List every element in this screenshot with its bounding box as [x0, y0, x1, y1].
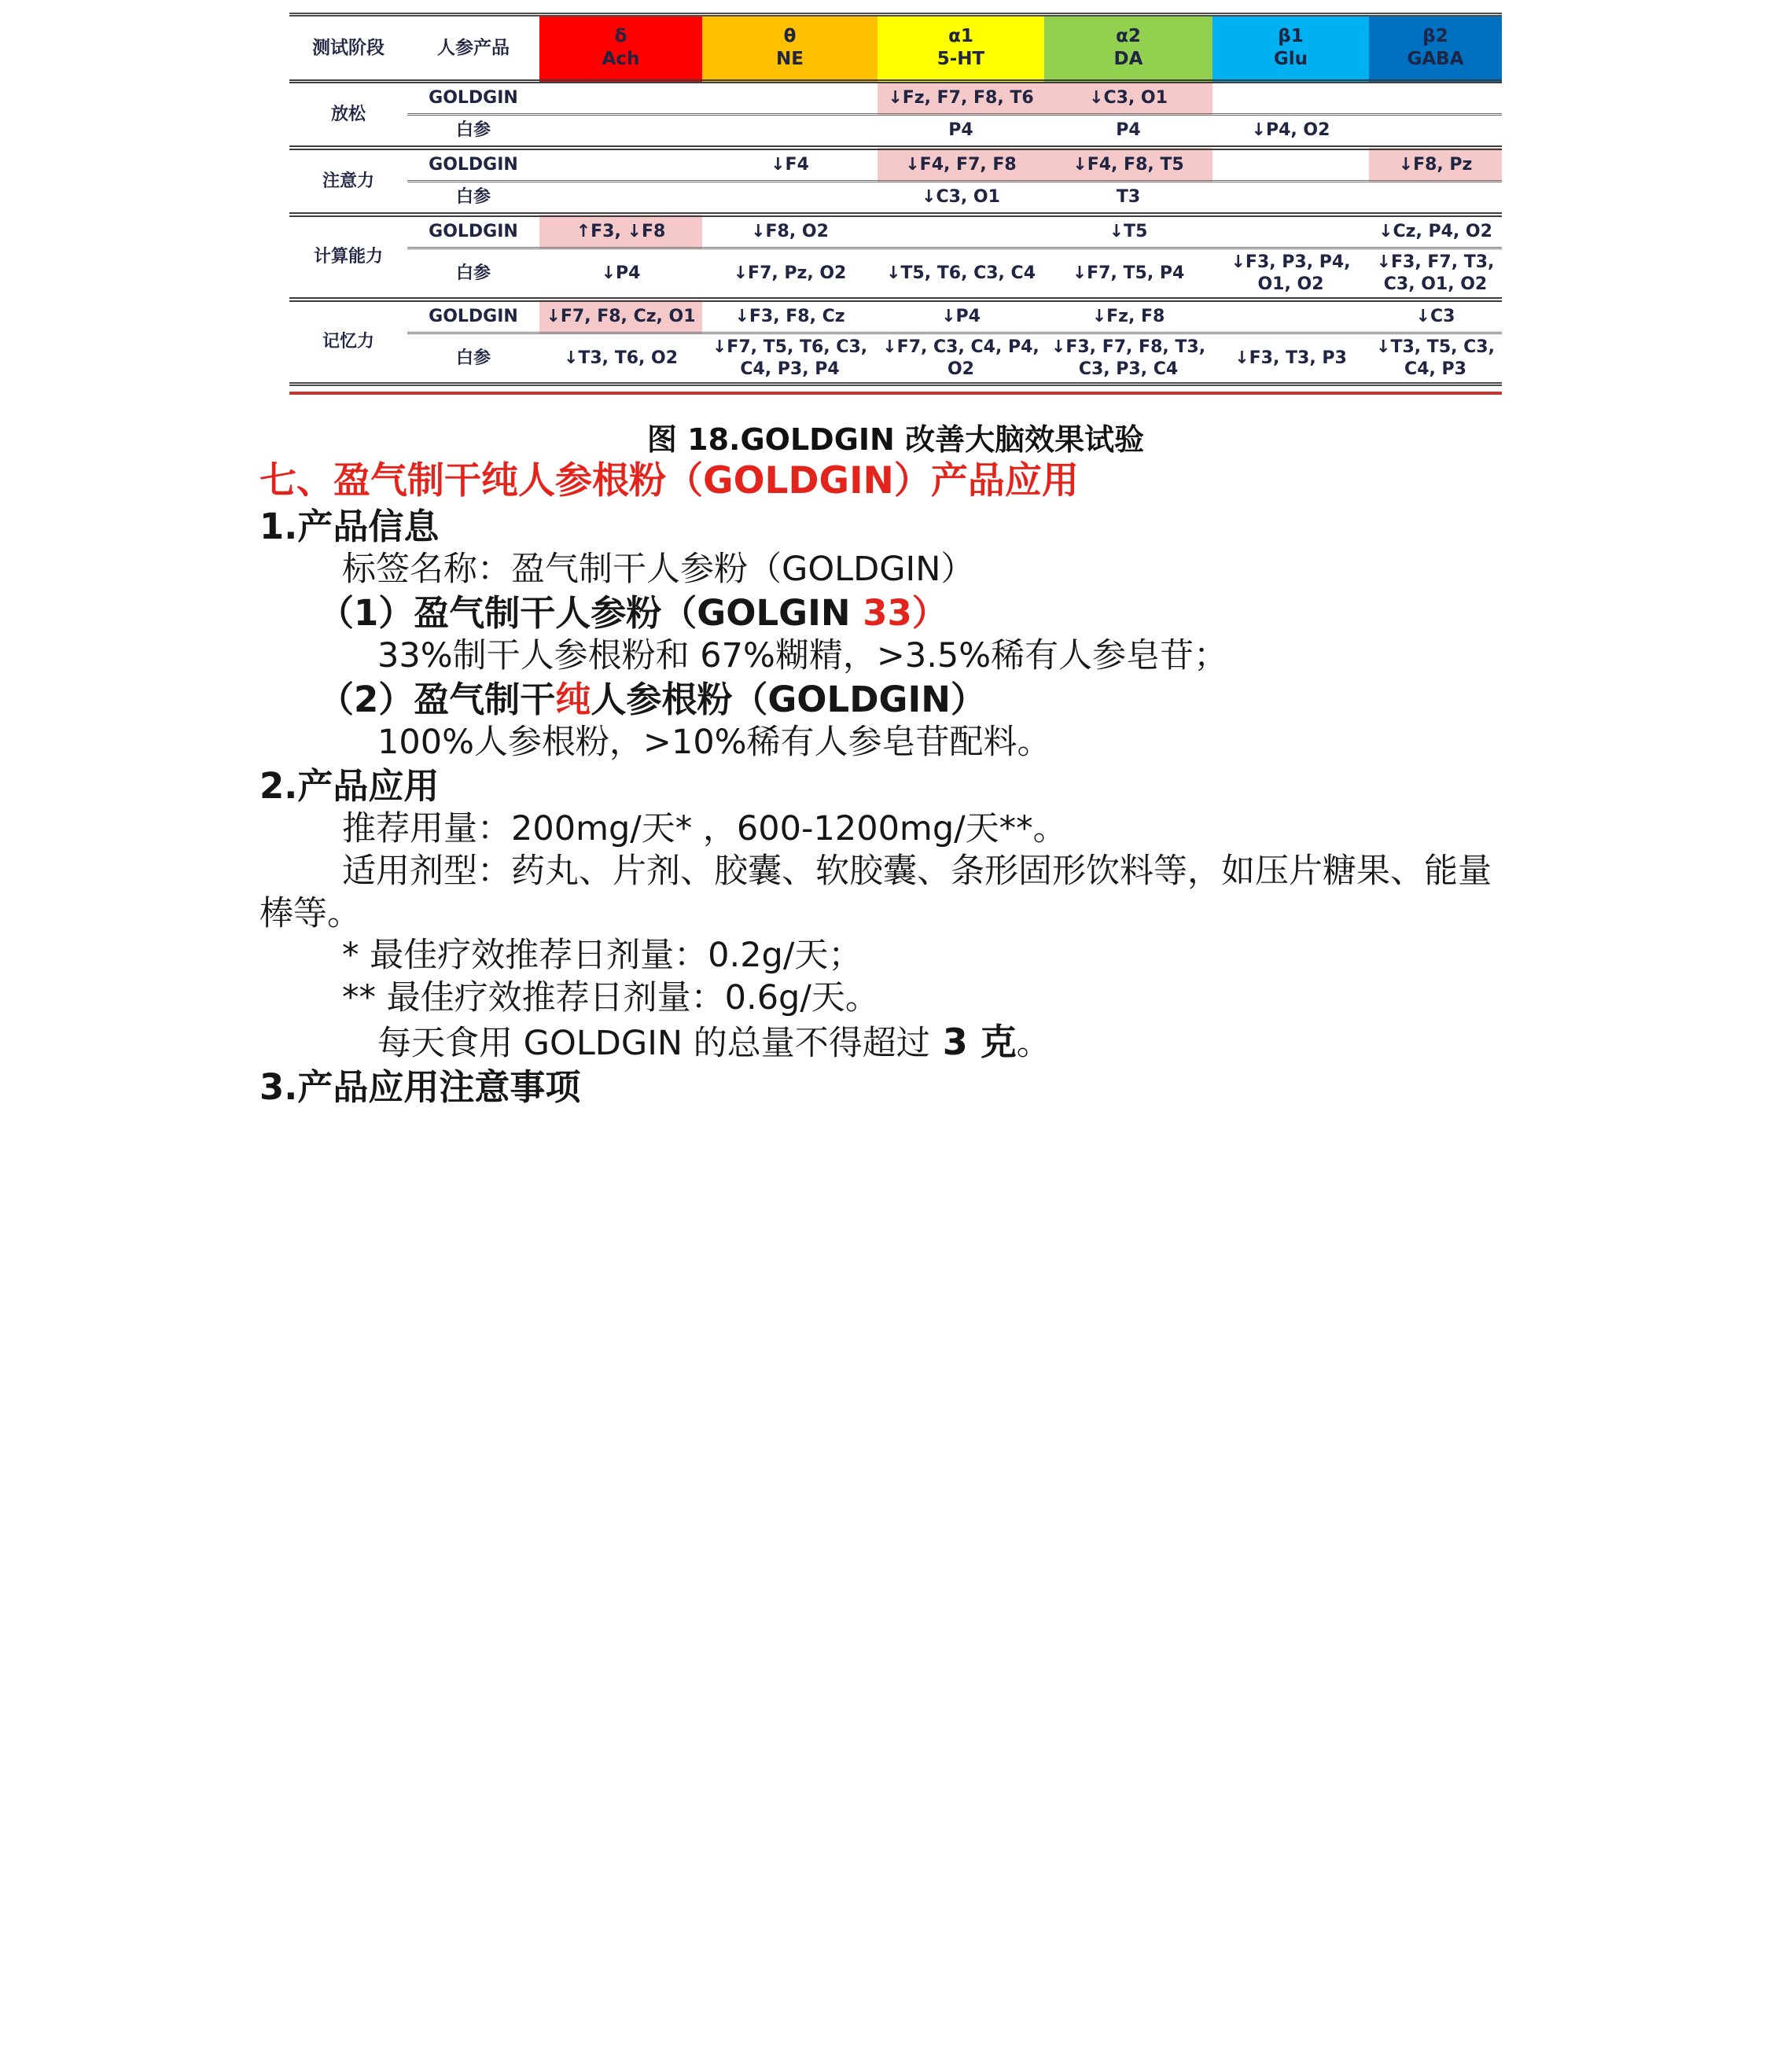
table-cell — [539, 182, 702, 215]
table-cell: ↓F4 — [771, 155, 809, 175]
header-ginseng-product: 人参产品 — [437, 37, 510, 58]
product-label: 白参 — [455, 348, 491, 368]
product-label: GOLDGIN — [429, 222, 518, 242]
figure-caption: 图 18.GOLDGIN 改善大脑效果试验 — [646, 422, 1145, 457]
table-row — [289, 215, 1502, 248]
footnote-2: ** 最佳疗效推荐日剂量：0.6g/天。 — [342, 978, 879, 1017]
section3-title: 3.产品应用注意事项 — [259, 1065, 581, 1108]
table-cell — [1369, 182, 1502, 215]
header-delta-ach — [539, 15, 702, 82]
table-row — [289, 182, 1502, 215]
product-label: 白参 — [455, 263, 491, 283]
product-label: 白参 — [455, 187, 491, 208]
table-cell — [1212, 215, 1369, 248]
table-cell: ↓F7, T5, T6, C3, C4, P3, P4 — [712, 337, 868, 379]
table-cell — [1369, 115, 1502, 149]
header-symbol: β1 — [1278, 26, 1304, 47]
table-cell: ↓P4, O2 — [1251, 120, 1330, 141]
header-beta1-glu — [1212, 15, 1369, 82]
header-label: DA — [1113, 49, 1143, 69]
item2-red-text: 纯 — [555, 678, 591, 720]
header-beta2-gaba — [1369, 15, 1502, 82]
table-cell: ↓C3 — [1415, 307, 1455, 327]
table-cell: P4 — [1116, 120, 1141, 141]
table-bottom-red-rule — [289, 392, 1502, 395]
section2-title: 2.产品应用 — [259, 764, 440, 807]
table-cell: ↓T3, T6, O2 — [563, 348, 679, 368]
header-theta-ne — [702, 15, 878, 82]
table-cell — [702, 115, 878, 149]
header-alpha1-5ht — [878, 15, 1044, 82]
limit-text-prefix: 每天食用 GOLDGIN 的总量不得超过 — [377, 1023, 930, 1063]
eeg-effect-table-section — [289, 13, 1502, 395]
table-cell: ↓T3, T5, C3, C4, P3 — [1376, 337, 1495, 379]
daily-limit-line — [259, 1020, 1595, 1065]
table-cell: ↓F7, Pz, O2 — [733, 263, 847, 283]
table-cell: ↑F3, ↓F8 — [539, 215, 702, 248]
section1-title: 1.产品信息 — [259, 505, 440, 547]
phase-label: 注意力 — [322, 171, 374, 191]
document-body — [259, 458, 1595, 1109]
forms-line-2: 棒等。 — [259, 893, 361, 933]
section7-heading: 七、盈气制干纯人参根粉（GOLDGIN）产品应用 — [259, 459, 1079, 502]
table-cell — [702, 82, 878, 115]
header-label: Glu — [1273, 49, 1308, 69]
phase-label: 记忆力 — [322, 332, 374, 352]
table-cell — [702, 182, 878, 215]
table-row — [289, 82, 1502, 115]
item1-text: （1）盈气制干人参粉（GOLGIN — [318, 591, 863, 634]
table-cell: ↓F7, T5, P4 — [1072, 263, 1185, 283]
table-cell — [1212, 148, 1369, 182]
header-alpha2-da — [1044, 15, 1212, 82]
table-cell: ↓F8, Pz — [1369, 148, 1502, 182]
table-cell: P4 — [948, 120, 973, 141]
item2-text-suffix: 人参根粉（GOLDGIN） — [591, 678, 986, 720]
product-label: GOLDGIN — [429, 307, 518, 327]
table-cell — [539, 115, 702, 149]
header-label: GABA — [1407, 49, 1464, 69]
table-cell: ↓F7, C3, C4, P4, O2 — [882, 337, 1040, 379]
table-cell: T3 — [1116, 187, 1141, 208]
product-label: GOLDGIN — [429, 155, 518, 175]
item1-detail-line: 33%制干人参根粉和 67%糊精，>3.5%稀有人参皂苷； — [377, 636, 1228, 675]
table-row — [289, 300, 1502, 333]
table-cell: ↓F3, F8, Cz — [734, 307, 845, 327]
header-label: Ach — [602, 49, 640, 69]
table-cell: ↓F3, F7, T3, C3, O1, O2 — [1376, 252, 1495, 294]
product-label: GOLDGIN — [429, 88, 518, 109]
header-symbol: θ — [783, 26, 797, 47]
table-row — [289, 115, 1502, 149]
phase-label: 放松 — [330, 104, 366, 124]
header-label: NE — [776, 49, 804, 69]
header-symbol: β2 — [1422, 26, 1448, 47]
table-cell: ↓F8, O2 — [751, 222, 829, 242]
header-symbol: α1 — [948, 26, 973, 47]
phase-label: 计算能力 — [313, 247, 383, 267]
table-cell: ↓F7, F8, Cz, O1 — [539, 300, 702, 333]
table-cell: ↓P4 — [941, 307, 981, 327]
table-header-row — [289, 15, 1502, 82]
table-cell: ↓F4, F8, T5 — [1044, 148, 1212, 182]
table-cell: ↓C3, O1 — [1044, 82, 1212, 115]
footnote-1: * 最佳疗效推荐日剂量：0.2g/天； — [342, 936, 863, 976]
header-symbol: α2 — [1116, 26, 1141, 47]
table-cell — [1369, 82, 1502, 115]
item2-detail-line: 100%人参根粉，>10%稀有人参皂苷配料。 — [377, 723, 1051, 762]
table-cell — [539, 82, 702, 115]
header-label: 5-HT — [936, 49, 985, 69]
table-cell: ↓Cz, P4, O2 — [1378, 222, 1492, 242]
table-cell: ↓Fz, F8 — [1091, 307, 1165, 327]
forms-line-1: 适用剂型：药丸、片剂、胶囊、软胶囊、条形固形饮料等，如压片糖果、能量 — [342, 851, 1492, 891]
item2-text-prefix: （2）盈气制干 — [318, 678, 556, 720]
table-cell — [539, 148, 702, 182]
item2-line — [259, 678, 1595, 722]
table-cell: ↓C3, O1 — [922, 187, 1000, 208]
limit-text-suffix: 。 — [1016, 1023, 1051, 1063]
table-cell — [1212, 300, 1369, 333]
label-name-line: 标签名称：盈气制干人参粉（GOLDGIN） — [342, 550, 975, 589]
table-cell: ↓T5 — [1109, 222, 1148, 242]
item1-red-text: 33） — [863, 591, 948, 634]
dosage-line: 推荐用量：200mg/天* ，600-1200mg/天**。 — [342, 809, 1067, 848]
table-cell — [1212, 82, 1369, 115]
table-cell: ↓F3, P3, P4, O1, O2 — [1231, 252, 1351, 294]
item1-line — [259, 591, 1595, 635]
table-row — [289, 148, 1502, 182]
limit-amount: 3 克 — [929, 1020, 1017, 1063]
table-cell: ↓Fz, F7, F8, T6 — [878, 82, 1044, 115]
eeg-effect-table — [289, 13, 1502, 386]
header-test-phase: 测试阶段 — [312, 37, 385, 58]
table-cell — [1212, 182, 1369, 215]
table-cell: ↓F3, T3, P3 — [1235, 348, 1347, 368]
table-cell: ↓T5, T6, C3, C4 — [885, 263, 1036, 283]
table-row — [289, 248, 1502, 300]
table-cell: ↓P4 — [601, 263, 641, 283]
table-cell: ↓F3, F7, F8, T3, C3, P3, C4 — [1051, 337, 1206, 379]
header-symbol: δ — [614, 26, 627, 47]
table-cell — [878, 215, 1044, 248]
table-cell: ↓F4, F7, F8 — [878, 148, 1044, 182]
product-label: 白参 — [455, 120, 491, 141]
table-row — [289, 333, 1502, 385]
